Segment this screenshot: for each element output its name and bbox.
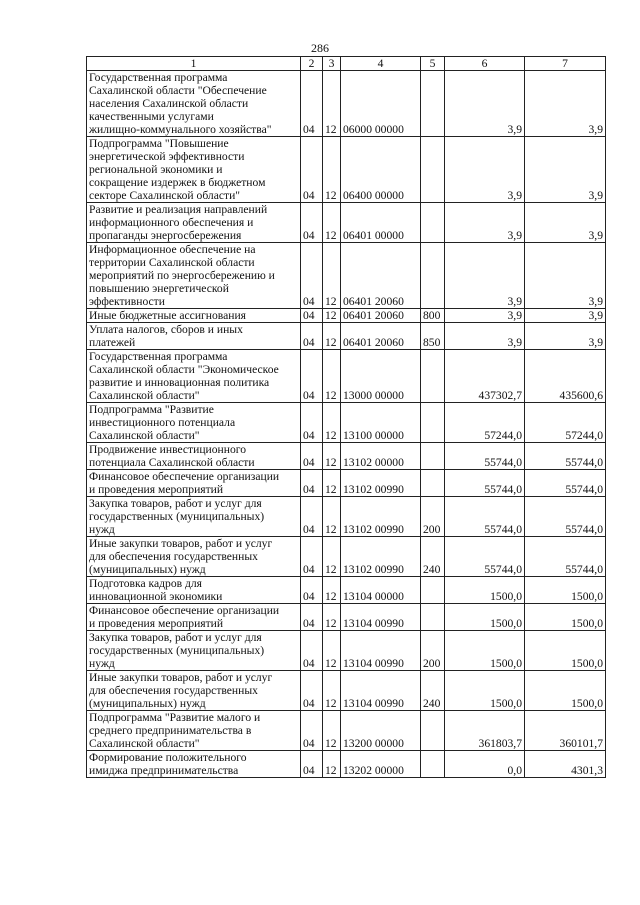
table-row [87,671,606,711]
subsection-code-cell: 12 [323,711,341,751]
table-row [87,443,606,470]
table-row [87,604,606,631]
section-code-cell: 04 [301,470,323,497]
row-name-cell: Иные бюджетные ассигнования [87,309,301,323]
expense-type-cell [421,470,445,497]
amount-col6-cell: 55744,0 [445,443,525,470]
expense-type-cell: 200 [421,497,445,537]
amount-col6-cell: 3,9 [445,309,525,323]
table-row [87,577,606,604]
row-name-cell: Продвижение инвестиционного потенциала Сахалинской области [87,443,301,470]
subsection-code-cell: 12 [323,137,341,203]
table-row [87,537,606,577]
amount-col6-cell: 437302,7 [445,350,525,403]
budget-table [86,56,606,778]
page-number: 286 [311,41,329,55]
expense-type-cell [421,604,445,631]
header-cell-7: 7 [525,57,606,71]
amount-col7-cell: 3,9 [525,71,606,137]
header-cell-2: 2 [301,57,323,71]
target-article-cell: 06401 20060 [341,309,421,323]
target-article-cell: 06000 00000 [341,71,421,137]
amount-col7-cell: 435600,6 [525,350,606,403]
table-body [87,71,606,778]
expense-type-cell: 200 [421,631,445,671]
row-name-cell: Формирование положительного имиджа предпринимательства [87,751,301,778]
amount-col7-cell: 4301,3 [525,751,606,778]
table-row [87,203,606,243]
row-name-cell: Закупка товаров, работ и услуг для государственных (муниципальных) нужд [87,497,301,537]
subsection-code-cell: 12 [323,243,341,309]
subsection-code-cell: 12 [323,497,341,537]
amount-col7-cell: 55744,0 [525,497,606,537]
amount-col6-cell: 55744,0 [445,470,525,497]
table-row [87,309,606,323]
expense-type-cell [421,203,445,243]
row-name-cell: Подпрограмма "Развитие малого и среднего предпринимательства в Сахалинской области" [87,711,301,751]
subsection-code-cell: 12 [323,537,341,577]
expense-type-cell: 850 [421,323,445,350]
section-code-cell: 04 [301,203,323,243]
expense-type-cell [421,711,445,751]
target-article-cell: 13200 00000 [341,711,421,751]
amount-col7-cell: 3,9 [525,323,606,350]
header-cell-3: 3 [323,57,341,71]
amount-col6-cell: 55744,0 [445,497,525,537]
target-article-cell: 06401 20060 [341,323,421,350]
table-row [87,631,606,671]
expense-type-cell [421,137,445,203]
expense-type-cell [421,243,445,309]
header-cell-4: 4 [341,57,421,71]
table-row [87,497,606,537]
target-article-cell: 13102 00990 [341,497,421,537]
amount-col6-cell: 1500,0 [445,631,525,671]
expense-type-cell: 240 [421,537,445,577]
subsection-code-cell: 12 [323,350,341,403]
section-code-cell: 04 [301,711,323,751]
amount-col7-cell: 1500,0 [525,577,606,604]
target-article-cell: 13104 00990 [341,631,421,671]
header-cell-5: 5 [421,57,445,71]
row-name-cell: Развитие и реализация направлений информационного обеспечения и пропаганды энергосбережения [87,203,301,243]
amount-col7-cell: 55744,0 [525,537,606,577]
expense-type-cell [421,403,445,443]
subsection-code-cell: 12 [323,671,341,711]
section-code-cell: 04 [301,751,323,778]
table-row [87,71,606,137]
target-article-cell: 13104 00990 [341,604,421,631]
section-code-cell: 04 [301,243,323,309]
target-article-cell: 13104 00990 [341,671,421,711]
section-code-cell: 04 [301,309,323,323]
target-article-cell: 13104 00000 [341,577,421,604]
amount-col7-cell: 1500,0 [525,671,606,711]
subsection-code-cell: 12 [323,751,341,778]
row-name-cell: Уплата налогов, сборов и иных платежей [87,323,301,350]
target-article-cell: 13102 00990 [341,470,421,497]
amount-col6-cell: 1500,0 [445,671,525,711]
row-name-cell: Закупка товаров, работ и услуг для государственных (муниципальных) нужд [87,631,301,671]
amount-col7-cell: 3,9 [525,243,606,309]
expense-type-cell [421,751,445,778]
subsection-code-cell: 12 [323,577,341,604]
table-row [87,243,606,309]
target-article-cell: 13000 00000 [341,350,421,403]
section-code-cell: 04 [301,631,323,671]
amount-col7-cell: 3,9 [525,203,606,243]
subsection-code-cell: 12 [323,323,341,350]
target-article-cell: 13102 00000 [341,443,421,470]
row-name-cell: Иные закупки товаров, работ и услуг для обеспечения государственных (муниципальных) нужд [87,537,301,577]
target-article-cell: 06401 20060 [341,243,421,309]
amount-col7-cell: 1500,0 [525,604,606,631]
target-article-cell: 06400 00000 [341,137,421,203]
table-row [87,350,606,403]
table-row [87,403,606,443]
section-code-cell: 04 [301,497,323,537]
amount-col7-cell: 360101,7 [525,711,606,751]
section-code-cell: 04 [301,403,323,443]
row-name-cell: Информационное обеспечение на территории Сахалинской области мероприятий по энергосбережению и повышению энергетической эффективности [87,243,301,309]
row-name-cell: Финансовое обеспечение организации и проведения мероприятий [87,470,301,497]
header-row [87,57,606,71]
row-name-cell: Подпрограмма "Повышение энергетической эффективности региональной экономики и сокращение издержек в бюджетном секторе Сахалинской области" [87,137,301,203]
amount-col6-cell: 3,9 [445,203,525,243]
amount-col6-cell: 55744,0 [445,537,525,577]
row-name-cell: Подготовка кадров для инновационной экономики [87,577,301,604]
amount-col6-cell: 3,9 [445,243,525,309]
target-article-cell: 13102 00990 [341,537,421,577]
subsection-code-cell: 12 [323,203,341,243]
section-code-cell: 04 [301,537,323,577]
table-row [87,323,606,350]
row-name-cell: Финансовое обеспечение организации и проведения мероприятий [87,604,301,631]
amount-col6-cell: 1500,0 [445,604,525,631]
subsection-code-cell: 12 [323,470,341,497]
subsection-code-cell: 12 [323,604,341,631]
expense-type-cell [421,443,445,470]
section-code-cell: 04 [301,350,323,403]
amount-col6-cell: 3,9 [445,137,525,203]
expense-type-cell: 800 [421,309,445,323]
expense-type-cell: 240 [421,671,445,711]
amount-col7-cell: 3,9 [525,137,606,203]
row-name-cell: Государственная программа Сахалинской области "Обеспечение населения Сахалинской области качественными услугами жилищно-коммунального хозяйства" [87,71,301,137]
amount-col7-cell: 55744,0 [525,443,606,470]
amount-col6-cell: 57244,0 [445,403,525,443]
section-code-cell: 04 [301,71,323,137]
amount-col6-cell: 0,0 [445,751,525,778]
subsection-code-cell: 12 [323,71,341,137]
expense-type-cell [421,350,445,403]
table-row [87,751,606,778]
amount-col7-cell: 1500,0 [525,631,606,671]
section-code-cell: 04 [301,604,323,631]
subsection-code-cell: 12 [323,403,341,443]
section-code-cell: 04 [301,577,323,604]
target-article-cell: 06401 00000 [341,203,421,243]
amount-col7-cell: 3,9 [525,309,606,323]
row-name-cell: Государственная программа Сахалинской области "Экономическое развитие и инновационная политика Сахалинской области" [87,350,301,403]
amount-col7-cell: 55744,0 [525,470,606,497]
table-row [87,470,606,497]
amount-col6-cell: 3,9 [445,323,525,350]
table-row [87,137,606,203]
section-code-cell: 04 [301,671,323,711]
subsection-code-cell: 12 [323,443,341,470]
amount-col6-cell: 3,9 [445,71,525,137]
header-cell-1: 1 [87,57,301,71]
target-article-cell: 13202 00000 [341,751,421,778]
subsection-code-cell: 12 [323,309,341,323]
row-name-cell: Подпрограмма "Развитие инвестиционного потенциала Сахалинской области" [87,403,301,443]
header-cell-6: 6 [445,57,525,71]
amount-col7-cell: 57244,0 [525,403,606,443]
row-name-cell: Иные закупки товаров, работ и услуг для обеспечения государственных (муниципальных) нужд [87,671,301,711]
amount-col6-cell: 361803,7 [445,711,525,751]
section-code-cell: 04 [301,443,323,470]
target-article-cell: 13100 00000 [341,403,421,443]
expense-type-cell [421,71,445,137]
table-row [87,711,606,751]
section-code-cell: 04 [301,323,323,350]
expense-type-cell [421,577,445,604]
amount-col6-cell: 1500,0 [445,577,525,604]
subsection-code-cell: 12 [323,631,341,671]
section-code-cell: 04 [301,137,323,203]
